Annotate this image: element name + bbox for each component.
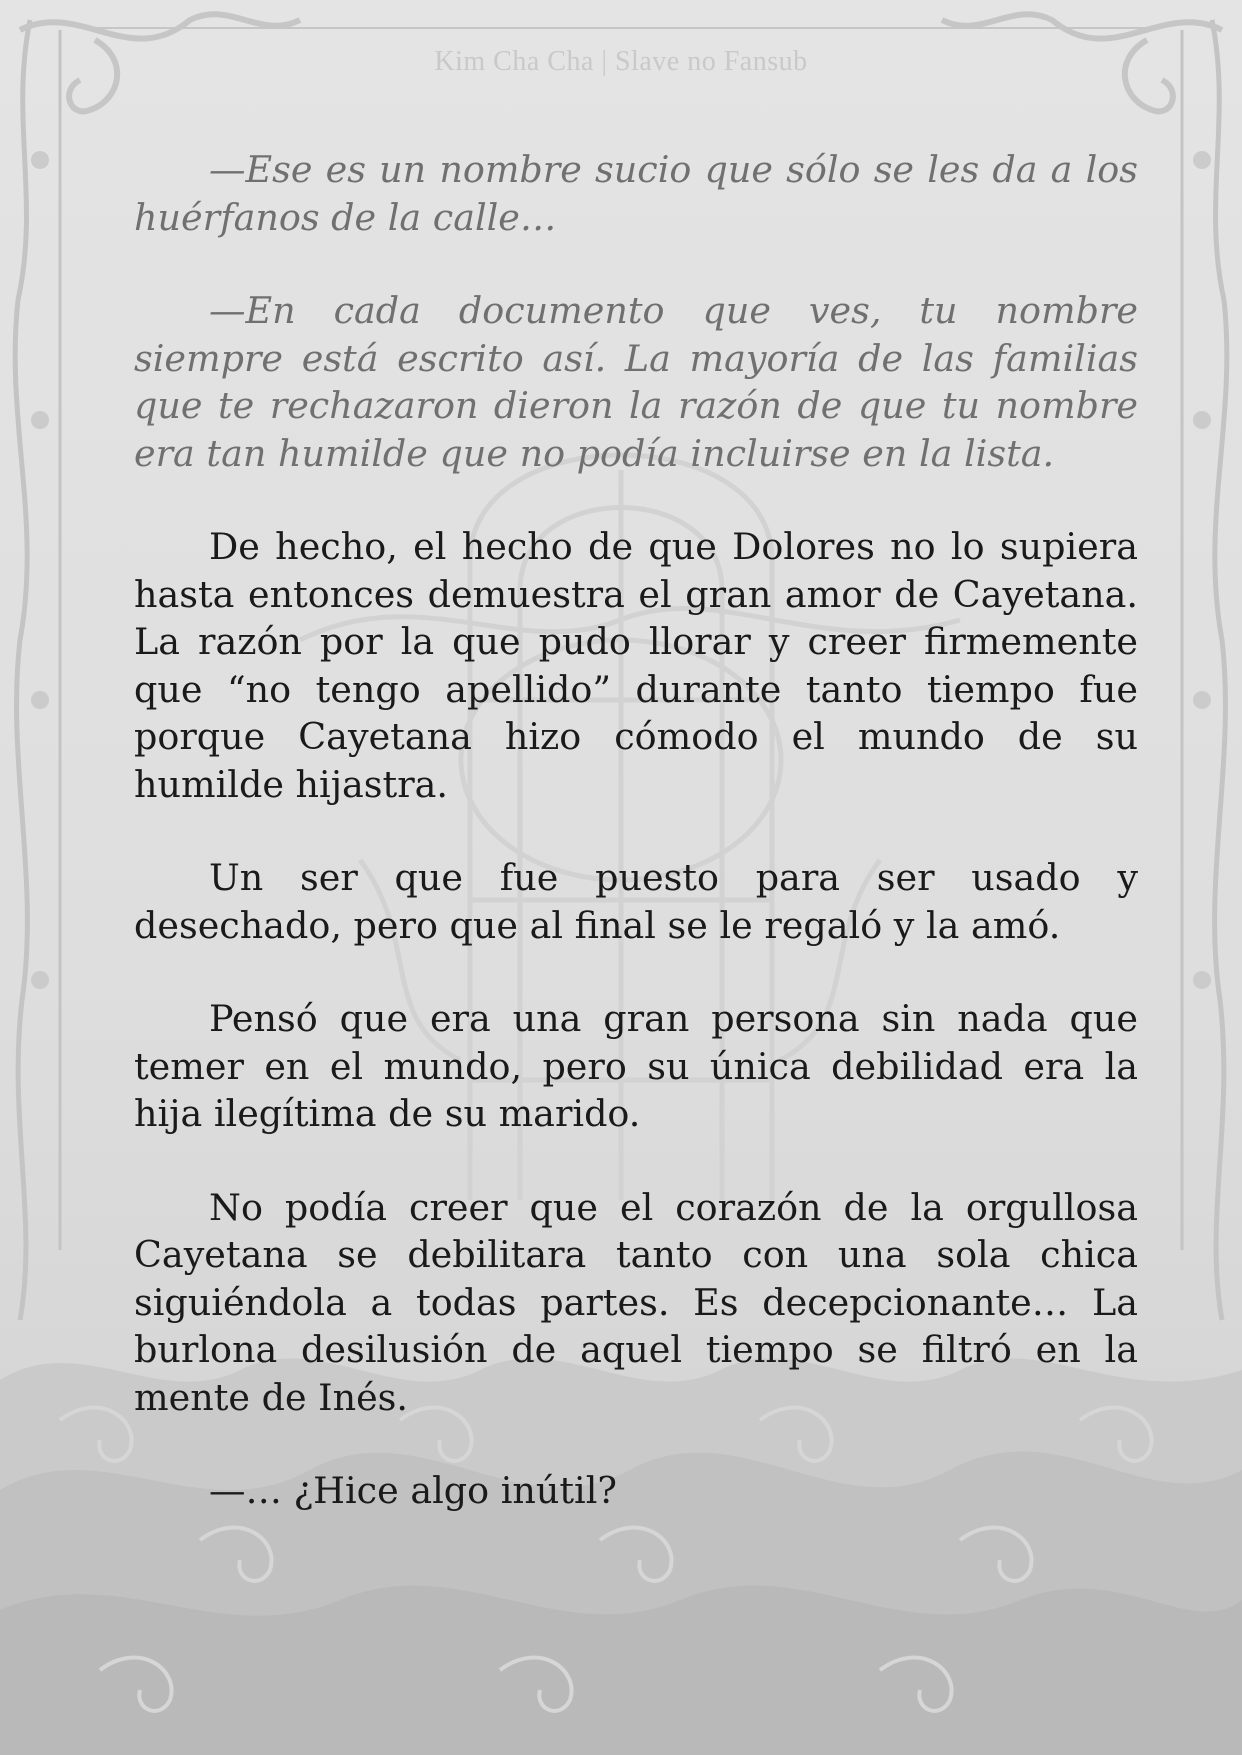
page-header-watermark: Kim Cha Cha | Slave no Fansub — [434, 46, 808, 77]
paragraph-dialogue-2: —En cada documento que ves, tu nombre siempre está escrito así. La mayoría de las familias que te rechazaron dieron la razón de que tu nombre era tan humilde que no podía incluirse en la lista. — [134, 289, 1138, 475]
paragraph-narration-3: Pensó que era una gran persona sin nada que temer en el mundo, pero su única debilidad era la hija ilegítima de su marido. — [134, 997, 1138, 1135]
paragraph-dialogue-1: —Ese es un nombre sucio que sólo se les da a los huérfanos de la calle… — [134, 148, 1138, 239]
paragraph-narration-1: De hecho, el hecho de que Dolores no lo supiera hasta entonces demuestra el gran amor de Cayetana. La razón por la que pudo llorar y creer firmemente que “no tengo apellido” durante tanto tiempo fue porque Cayetana hizo cómodo el mundo de su humilde hijastra. — [134, 525, 1138, 806]
body-text — [134, 146, 1138, 1561]
paragraph-dialogue-3: —… ¿Hice algo inútil? — [209, 1469, 617, 1512]
paragraph-narration-4: No podía creer que el corazón de la orgullosa Cayetana se debilitara tanto con una sola chica siguiéndola a todas partes. Es decepcionante… La burlona desilusión de aquel tiempo se filtró en la mente de Inés. — [134, 1185, 1138, 1419]
paragraph-narration-2: Un ser que fue puesto para ser usado y desechado, pero que al final se le regaló y la amó. — [134, 856, 1138, 947]
